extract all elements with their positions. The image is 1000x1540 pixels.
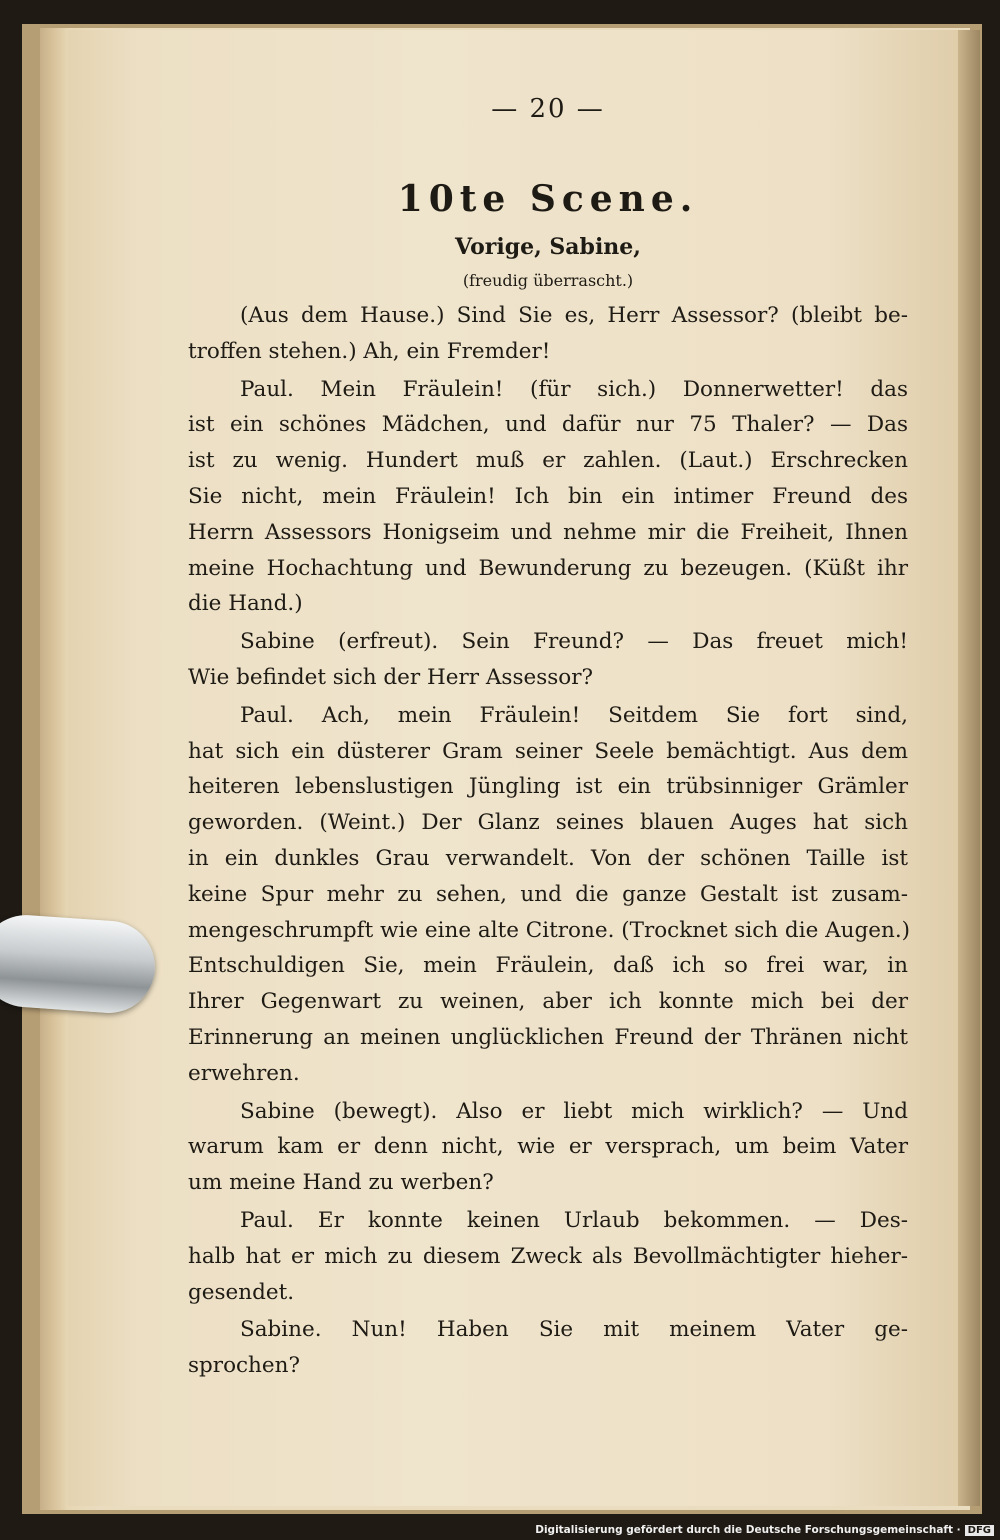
paragraph bbox=[188, 1094, 908, 1201]
text-line: um meine Hand zu werben? bbox=[188, 1170, 494, 1196]
page-clip bbox=[0, 912, 158, 1016]
text-line: sprochen? bbox=[188, 1353, 301, 1379]
text-line: erwehren. bbox=[188, 1060, 300, 1086]
text-line: Wie befindet sich der Herr Assessor? bbox=[188, 664, 594, 690]
text-line: Paul. Mein Fräulein! (für sich.) Donnerwetter! das bbox=[240, 376, 908, 402]
paragraph bbox=[188, 624, 908, 696]
text-line: gesendet. bbox=[188, 1279, 295, 1305]
text-line: keine Spur mehr zu sehen, und die ganze Gestalt ist zusam- bbox=[188, 881, 908, 907]
dialogue bbox=[188, 298, 911, 1384]
paragraph bbox=[188, 298, 908, 370]
text-line: Ihrer Gegenwart zu weinen, aber ich konnte mich bei der bbox=[188, 989, 908, 1015]
stage-direction: (freudig überrascht.) bbox=[462, 271, 634, 290]
text-line: meine Hochachtung und Bewunderung zu bezeugen. (Küßt ihr bbox=[188, 555, 908, 581]
paragraph bbox=[188, 1203, 908, 1310]
text-line: Erinnerung an meinen unglücklichen Freund der Thränen nicht bbox=[188, 1024, 908, 1050]
page-gutter bbox=[958, 30, 980, 1506]
text-line: (Aus dem Hause.) Sind Sie es, Herr Assessor? (bleibt be- bbox=[240, 303, 908, 328]
footer-text: Digitalisierung gefördert durch die Deutsche Forschungsgemeinschaft · bbox=[535, 1524, 961, 1536]
text-line: hat sich ein düsterer Gram seiner Seele bemächtigt. Aus dem bbox=[188, 738, 908, 764]
scene-title: 10te Scene. bbox=[397, 178, 699, 220]
text-line: ist ein schönes Mädchen, und dafür nur 75 Thaler? — Das bbox=[188, 412, 908, 438]
text-line: Sabine (bewegt). Also er liebt mich wirklich? — Und bbox=[240, 1098, 908, 1124]
page-content bbox=[188, 84, 911, 1384]
text-line: mengeschrumpft wie eine alte Citrone. (Trocknet sich die Augen.) bbox=[188, 917, 911, 943]
scene-persons: Vorige, Sabine, bbox=[455, 234, 641, 260]
text-line: Sabine. Nun! Haben Sie mit meinem Vater ge- bbox=[240, 1317, 908, 1343]
text-line: Paul. Er konnte keinen Urlaub bekommen. — Des- bbox=[240, 1207, 908, 1233]
paragraph bbox=[188, 1312, 908, 1384]
text-line: Sie nicht, mein Fräulein! Ich bin ein intimer Freund des bbox=[188, 483, 908, 509]
text-line: Entschuldigen Sie, mein Fräulein, daß ich so frei war, in bbox=[188, 953, 908, 979]
text-line: die Hand.) bbox=[188, 591, 303, 617]
text-line: in ein dunkles Grau verwandelt. Von der schönen Taille ist bbox=[188, 845, 908, 871]
footer-credit bbox=[535, 1524, 994, 1536]
text-line: halb hat er mich zu diesem Zweck als Bevollmächtigter hieher- bbox=[188, 1243, 908, 1269]
text-line: Herrn Assessors Honigseim und nehme mir die Freiheit, Ihnen bbox=[188, 519, 908, 545]
text-line: ist zu wenig. Hundert muß er zahlen. (Laut.) Erschrecken bbox=[188, 448, 908, 474]
page-number: — 20 — bbox=[491, 94, 605, 124]
text-line: geworden. (Weint.) Der Glanz seines blauen Auges hat sich bbox=[188, 810, 908, 836]
paragraph bbox=[188, 372, 908, 623]
text-line: warum kam er denn nicht, wie er versprach, um beim Vater bbox=[188, 1134, 908, 1160]
paragraph bbox=[188, 698, 911, 1092]
text-line: troffen stehen.) Ah, ein Fremder! bbox=[188, 338, 551, 364]
dfg-logo: DFG bbox=[965, 1525, 994, 1536]
text-line: heiteren lebenslustigen Jüngling ist ein trübsinniger Grämler bbox=[188, 774, 908, 800]
text-line: Sabine (erfreut). Sein Freund? — Das freuet mich! bbox=[240, 629, 908, 655]
text-line: Paul. Ach, mein Fräulein! Seitdem Sie fort sind, bbox=[240, 702, 908, 728]
